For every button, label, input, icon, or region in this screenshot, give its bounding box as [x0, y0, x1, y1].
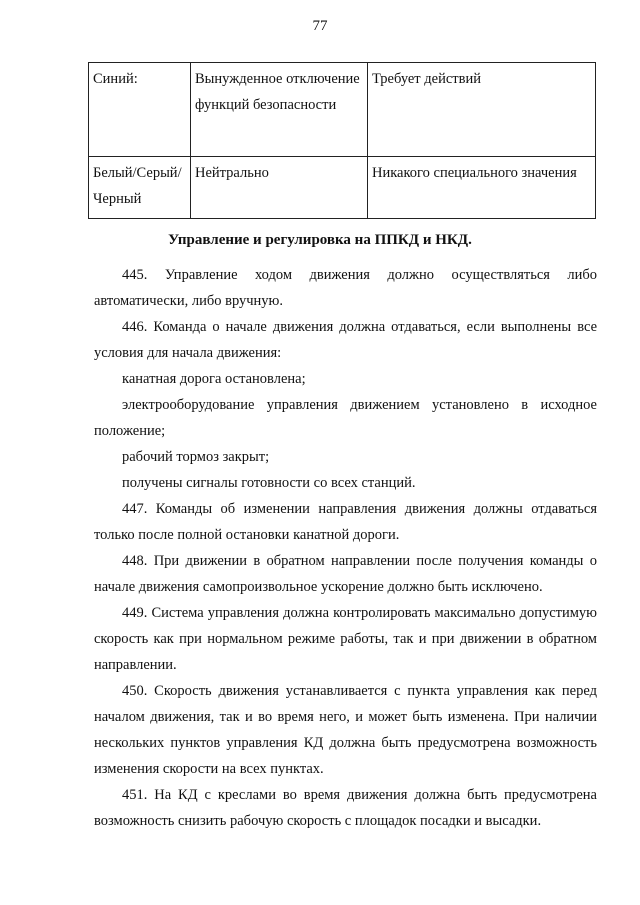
page-number: 77	[312, 18, 328, 34]
body-text	[94, 262, 597, 834]
paragraph-448: 448. При движении в обратном направлении после получения команды о начале движения самопроизвольное ускорение должно быть исключено.	[94, 553, 597, 595]
paragraph-447: 447. Команды об изменении направления движения должны отдаваться только после полной остановки канатной дороги.	[94, 501, 597, 543]
table-cell-color: Синий:	[89, 63, 191, 157]
table-cell-meaning: Вынужденное отключение функций безопасности	[191, 63, 368, 157]
table-row	[89, 63, 596, 157]
condition-item: рабочий тормоз закрыт;	[122, 449, 270, 465]
condition-item: получены сигналы готовности со всех станций.	[122, 475, 416, 491]
section-heading: Управление и регулировка на ППКД и НКД.	[168, 232, 472, 248]
paragraph-449: 449. Система управления должна контролировать максимально допустимую скорость как при нормальном режиме работы, так и при движении в обратном направлении.	[94, 605, 597, 673]
paragraph-445: 445. Управление ходом движения должно осуществляться либо автоматически, либо вручную.	[94, 267, 597, 309]
table-cell-meaning: Нейтрально	[191, 157, 368, 219]
table-cell-action: Требует действий	[368, 63, 596, 157]
paragraph-446: 446. Команда о начале движения должна отдаваться, если выполнены все условия для начала движения:	[94, 319, 597, 361]
signal-color-table	[88, 62, 596, 219]
table-row	[89, 157, 596, 219]
table-cell-action: Никакого специального значения	[368, 157, 596, 219]
paragraph-450: 450. Скорость движения устанавливается с пункта управления как перед началом движения, так и во время него, и может быть изменена. При наличии нескольких пунктов управления КД должна быть предусмотрена возможность изменения скорости на всех пунктах.	[94, 683, 597, 777]
condition-item: канатная дорога остановлена;	[122, 371, 306, 387]
condition-item: электрооборудование управления движением установлено в исходное положение;	[94, 397, 597, 439]
paragraph-451: 451. На КД с креслами во время движения должна быть предусмотрена возможность снизить рабочую скорость с площадок посадки и высадки.	[94, 787, 597, 829]
table-cell-color: Белый/Серый/ Черный	[89, 157, 191, 219]
